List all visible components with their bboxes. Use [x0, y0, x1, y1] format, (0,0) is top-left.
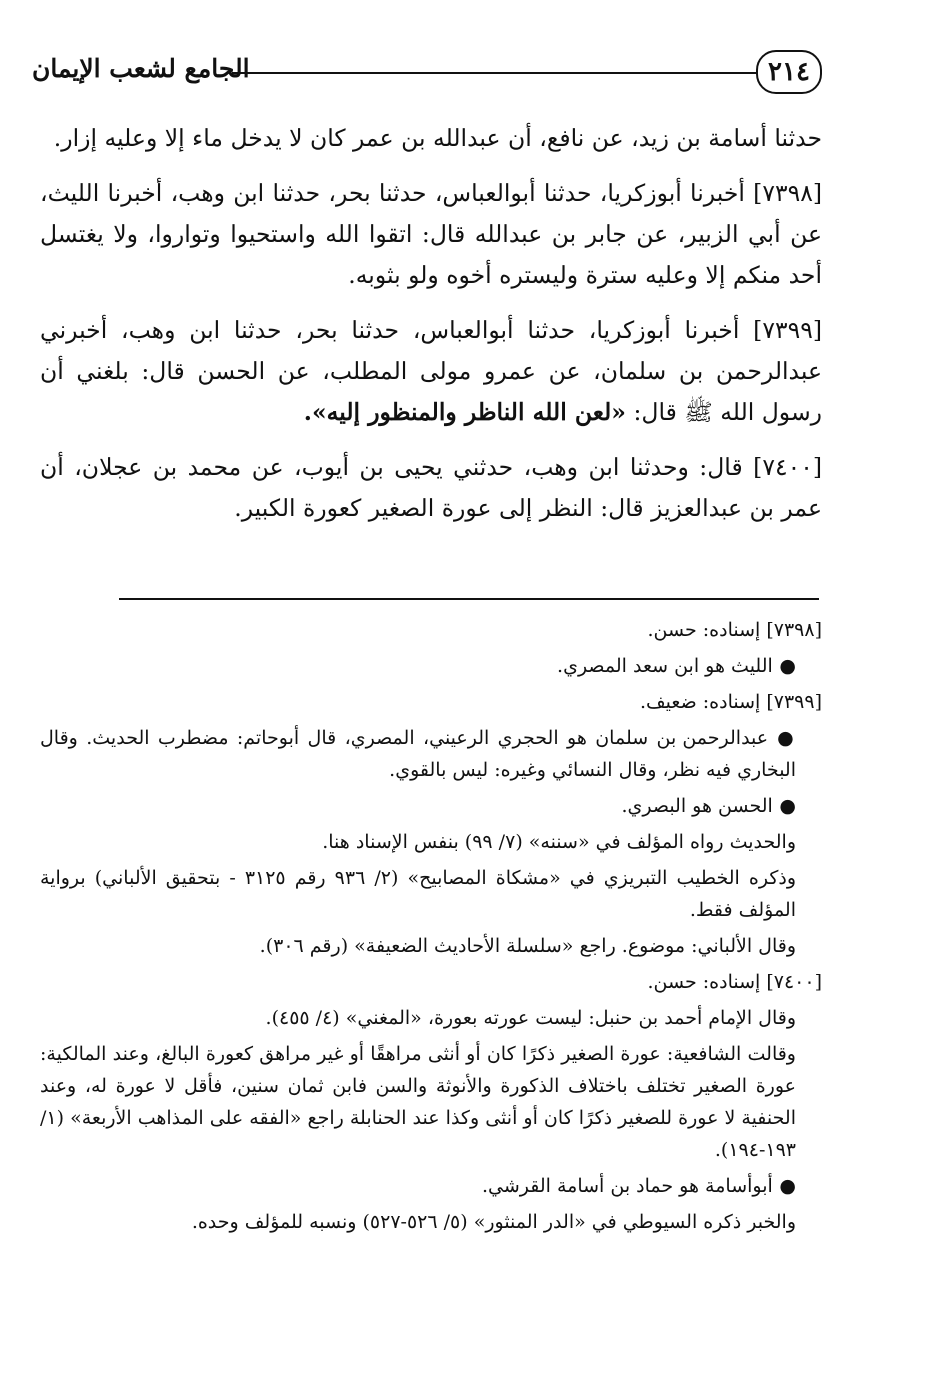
- main-text: [40, 118, 822, 543]
- footnote-line: وقال الألباني: موضوع. راجع «سلسلة الأحاديث الضعيفة» (رقم ٣٠٦).: [259, 935, 796, 957]
- hadith-number: [٧٣٩٩]: [753, 316, 822, 344]
- footnote-text: عبدالرحمن بن سلمان هو الحجري الرعيني، المصري، قال أبوحاتم: مضطرب الحديث. وقال البخاري فيه نظر، وقال النسائي وغيره: ليس بالقوي.: [40, 727, 796, 781]
- footnote-separator: [119, 598, 819, 600]
- book-title: الجامع لشعب الإيمان: [32, 54, 250, 83]
- bullet-icon: ●: [768, 727, 796, 749]
- footnote-line: والخبر ذكره السيوطي في «الدر المنثور» (٥/ ٥٢٦-٥٢٧) ونسبه للمؤلف وحده.: [191, 1211, 796, 1233]
- footnote-bullet: [40, 1170, 822, 1202]
- footnotes: [40, 614, 822, 1242]
- footnote-heading: [٧٣٩٩] إسناده: ضعيف.: [639, 691, 822, 713]
- footnote-bullet: [40, 790, 822, 822]
- footnote-text: أبوأسامة هو حماد بن أسامة القرشي.: [481, 1175, 773, 1197]
- footnote-bullet: [40, 650, 822, 682]
- footnote-bullet: [40, 722, 822, 786]
- header-rule: [232, 72, 756, 74]
- footnote-text: الحسن هو البصري.: [621, 795, 773, 817]
- hadith-7398: [40, 173, 822, 296]
- bullet-icon: ●: [772, 655, 796, 677]
- paragraph-continuation: حدثنا أسامة بن زيد، عن نافع، أن عبدالله بن عمر كان لا يدخل ماء إلا وعليه إزار.: [53, 124, 822, 152]
- hadith-number: [٧٣٩٨]: [753, 179, 822, 207]
- footnote-line: وذكره الخطيب التبريزي في «مشكاة المصابيح» (٢/ ٩٣٦ رقم ٣١٢٥ - بتحقيق الألباني) برواية المؤلف فقط.: [40, 867, 796, 921]
- footnote-line: والحديث رواه المؤلف في «سننه» (٧/ ٩٩) بنفس الإسناد هنا.: [322, 831, 796, 853]
- page-header: [32, 46, 822, 106]
- hadith-number: [٧٤٠٠]: [753, 453, 822, 481]
- bullet-icon: ●: [772, 1175, 796, 1197]
- hadith-text: أخبرنا أبوزكريا، حدثنا أبوالعباس، حدثنا بحر، حدثنا ابن وهب، أخبرني عبدالرحمن بن سلمان، عن عمرو مولى المطلب، عن الحسن قال: بلغني أن رسول الله ﷺ قال:: [40, 316, 822, 426]
- footnote-heading: [٧٣٩٨] إسناده: حسن.: [647, 619, 822, 641]
- hadith-7399: [40, 310, 822, 433]
- hadith-7400: [40, 447, 822, 529]
- page-number: ٢١٤: [756, 50, 822, 94]
- bullet-icon: ●: [772, 795, 796, 817]
- footnote-line: وقال الإمام أحمد بن حنبل: ليست عورته بعورة، «المغني» (٤/ ٤٥٥).: [265, 1007, 796, 1029]
- footnote-line: وقالت الشافعية: عورة الصغير ذكرًا كان أو أنثى مراهقًا أو غير مراهق كعورة البالغ، وعند المالكية: عورة الصغير تختلف باختلاف الذكورة والأنوثة والسن فابن ثمان سنين، فأقل لا عورة له، وعند الحنفية لا عورة للصغير ذكرًا كان أو أنثى وكذا عند الحنابلة راجع «الفقه على المذاهب الأربعة» (١/ ١٩٣-١٩٤).: [40, 1043, 796, 1161]
- footnote-text: الليث هو ابن سعد المصري.: [557, 655, 773, 677]
- hadith-text: قال: وحدثنا ابن وهب، حدثني يحيى بن أيوب، عن محمد بن عجلان، أن عمر بن عبدالعزيز قال: النظر إلى عورة الصغير كعورة الكبير.: [40, 453, 822, 522]
- hadith-quote: «لعن الله الناظر والمنظور إليه».: [303, 398, 626, 426]
- footnote-heading: [٧٤٠٠] إسناده: حسن.: [647, 971, 822, 993]
- hadith-text: أخبرنا أبوزكريا، حدثنا أبوالعباس، حدثنا بحر، حدثنا ابن وهب، أخبرنا الليث، عن أبي الزبير، عن جابر بن عبدالله قال: اتقوا الله واستحيوا وتواروا، ولا يغتسل أحد منكم إلا وعليه سترة وليستره أخوه ولو بثوبه.: [40, 179, 822, 289]
